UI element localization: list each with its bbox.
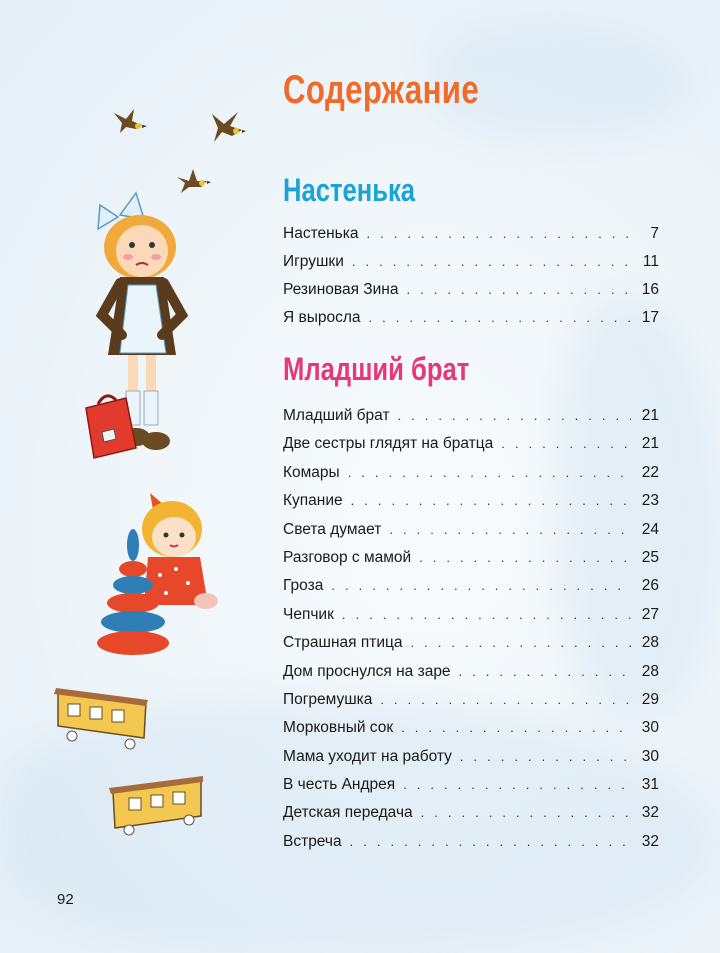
toc-entry-title: Мама уходит на работу bbox=[283, 747, 452, 765]
toc-entry[interactable] bbox=[283, 771, 659, 799]
leader-dots bbox=[411, 629, 632, 657]
toc-entry-page: 32 bbox=[641, 832, 659, 850]
toc-entry-title: Комары bbox=[283, 463, 340, 481]
leader-dots bbox=[403, 771, 631, 799]
toc-entry[interactable] bbox=[283, 220, 659, 248]
toc-entry-page: 17 bbox=[641, 309, 659, 326]
bird-icon bbox=[208, 110, 246, 146]
toc-entry-page: 7 bbox=[650, 225, 659, 242]
toc-entry-page: 28 bbox=[641, 634, 659, 652]
toc-entry-title: Встреча bbox=[283, 832, 342, 850]
leader-dots bbox=[406, 276, 631, 304]
toc-entry-page: 16 bbox=[641, 281, 659, 298]
toc-entry[interactable] bbox=[283, 714, 659, 742]
toc-entry-page: 30 bbox=[641, 747, 659, 765]
leader-dots bbox=[401, 714, 631, 742]
toc-entry-title: Погремушка bbox=[283, 690, 373, 708]
red-briefcase-illustration bbox=[80, 392, 140, 462]
toc-entry-title: Гроза bbox=[283, 577, 324, 595]
toc-list bbox=[283, 402, 659, 856]
toc-entry-page: 25 bbox=[641, 548, 659, 566]
toc-entry-title: Я выросла bbox=[283, 309, 361, 326]
toy-train-car-illustration bbox=[50, 680, 160, 750]
toc-entry-title: Страшная птица bbox=[283, 634, 403, 652]
toc-entry[interactable] bbox=[283, 459, 659, 487]
toc-entry-title: Купание bbox=[283, 492, 343, 510]
toc-entry-page: 11 bbox=[642, 253, 659, 270]
toc-entry[interactable] bbox=[283, 601, 659, 629]
toc-entry[interactable] bbox=[283, 248, 659, 276]
toc-entry-title: Разговор с мамой bbox=[283, 548, 412, 566]
leader-dots bbox=[352, 248, 631, 276]
toc-entry-title: Детская передача bbox=[283, 804, 413, 822]
toc-entry-page: 30 bbox=[641, 719, 659, 737]
toc-entry-title: В честь Андрея bbox=[283, 776, 396, 794]
leader-dots bbox=[331, 572, 631, 600]
toc-entry[interactable] bbox=[283, 629, 659, 657]
toc-entry-page: 28 bbox=[641, 662, 659, 680]
section-heading: Младший брат bbox=[283, 351, 470, 387]
toc-entry-title: Младший брат bbox=[283, 407, 390, 424]
toc-entry-title: Морковный сок bbox=[283, 719, 394, 737]
toc-entry[interactable] bbox=[283, 828, 659, 856]
toc-entry-page: 32 bbox=[641, 804, 659, 822]
toc-entry[interactable] bbox=[283, 304, 659, 332]
leader-dots bbox=[342, 601, 631, 629]
page-number: 92 bbox=[57, 891, 74, 908]
toc-entry-page: 23 bbox=[641, 492, 659, 510]
toc-entry-title: Две сестры глядят на братца bbox=[283, 435, 494, 453]
toc-entry-page: 24 bbox=[641, 520, 659, 538]
leader-dots bbox=[367, 220, 632, 248]
toc-entry-title: Настенька bbox=[283, 225, 359, 242]
leader-dots bbox=[421, 799, 631, 827]
toc-entry-page: 29 bbox=[641, 690, 659, 708]
toy-train-car-illustration bbox=[105, 770, 215, 840]
bird-icon bbox=[112, 107, 148, 137]
toc-entry[interactable] bbox=[283, 487, 659, 515]
toc-entry-page: 26 bbox=[641, 577, 659, 595]
leader-dots bbox=[351, 487, 631, 515]
toc-entry-page: 21 bbox=[641, 407, 659, 424]
leader-dots bbox=[350, 828, 631, 856]
toc-entry[interactable] bbox=[283, 276, 659, 304]
leader-dots bbox=[501, 430, 631, 458]
leader-dots bbox=[369, 304, 631, 332]
leader-dots bbox=[348, 459, 631, 487]
toc-entry-page: 31 bbox=[641, 776, 659, 794]
leader-dots bbox=[389, 516, 631, 544]
leader-dots bbox=[380, 686, 631, 714]
toc-entry[interactable] bbox=[283, 430, 659, 458]
toc-entry-title: Игрушки bbox=[283, 253, 344, 270]
leader-dots bbox=[398, 402, 631, 430]
toc-entry-title: Чепчик bbox=[283, 605, 334, 623]
toc-entry[interactable] bbox=[283, 516, 659, 544]
page-title: Содержание bbox=[283, 68, 480, 112]
toc-entry-page: 21 bbox=[641, 435, 659, 453]
leader-dots bbox=[460, 743, 631, 771]
toc-entry[interactable] bbox=[283, 402, 659, 430]
leader-dots bbox=[459, 658, 631, 686]
toc-entry-title: Резиновая Зина bbox=[283, 281, 399, 298]
toc-entry[interactable] bbox=[283, 658, 659, 686]
toc-entry-page: 27 bbox=[641, 605, 659, 623]
toc-entry[interactable] bbox=[283, 686, 659, 714]
leader-dots bbox=[419, 544, 631, 572]
toc-entry-title: Дом проснулся на заре bbox=[283, 662, 451, 680]
toc-entry[interactable] bbox=[283, 799, 659, 827]
toc-entry[interactable] bbox=[283, 572, 659, 600]
stacking-ring-toy-illustration bbox=[95, 525, 175, 660]
section-heading: Настенька bbox=[283, 172, 415, 208]
toc-entry[interactable] bbox=[283, 544, 659, 572]
toc-entry-page: 22 bbox=[641, 463, 659, 481]
toc-list bbox=[283, 220, 659, 332]
toc-entry-title: Света думает bbox=[283, 520, 382, 538]
toc-entry[interactable] bbox=[283, 743, 659, 771]
